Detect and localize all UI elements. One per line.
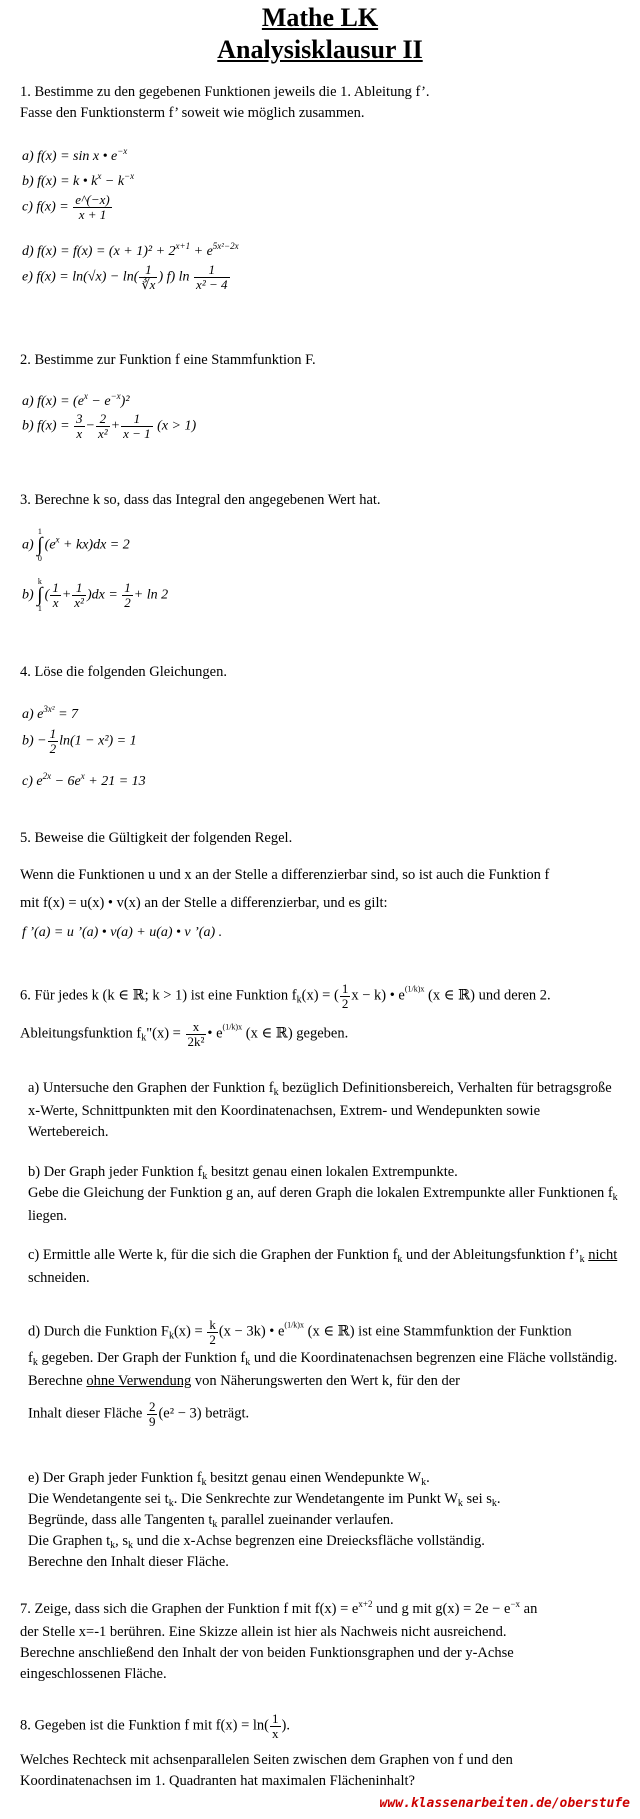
task6-c: c) Ermittle alle Werte k, für die sich die Graphen der Funktion $f_k$ und der Ableitungsfunktion $f’_k$ nicht schneiden.: [28, 1247, 618, 1286]
task3-a: a) 1 ∫ 0 $(e^x + kx)dx = 2$: [22, 527, 130, 563]
task6-e5: Berechne den Inhalt dieser Fläche.: [28, 1554, 229, 1570]
task6-e3: Begründe, dass alle Tangenten $t_k$ parallel zueinander verlaufen.: [28, 1512, 394, 1530]
task8-line2: Welches Rechteck mit achsenparallelen Seiten zwischen dem Graphen von f und den: [20, 1752, 513, 1768]
task4-c: c) $e^{2x} - 6e^x + 21 = 13$: [22, 771, 146, 789]
title-line-1: Mathe LK: [261, 3, 379, 32]
task4-a: a) $e^{3x^2} = 7$: [22, 704, 79, 722]
task1-d: d) $f(x) = f(x) = (x + 1)^2 + 2^{x+1} + e^{5x^2-2x}$: [22, 241, 239, 259]
task1-a: a) f(x) = sin x • $e^{-x}$: [22, 146, 128, 164]
task1-line1: 1. Bestimme zu den gegebenen Funktionen jeweils die 1. Ableitung f’.: [20, 84, 430, 100]
task2-a: a) $f(x) = (e^x - e^{-x})^2$: [22, 391, 130, 409]
task6-e4: Die Graphen $t_k$, $s_k$ und die x-Achse begrenzen eine Dreiecksfläche vollständig.: [28, 1533, 485, 1551]
task2-b: b) f(x) = $\frac{3}{x}$ − $\frac{2}{\text{x²}}$ + $\frac{1}{x - 1}$ (x > 1): [22, 411, 197, 441]
task6-intro-1: 6. Für jedes k (k ∈ ℝ; k > 1) ist eine Funktion $f_k(x)$ = ( $\frac{1}{2}$ x − k) • $e^{(1/k)x}$ (x ∈ ℝ) und deren 2.: [20, 981, 551, 1011]
task3-b: b) k ∫ 1 ( $\frac{1}{x}$ + $\frac{1}{\text{x²}}$ )dx = $\frac{1}{2}$ + ln 2: [22, 577, 169, 613]
task7-line3: Berechne anschließend den Inhalt der von beiden Funktionsgraphen und der y-Achse: [20, 1645, 514, 1661]
task5-rule: f ’(a) = u ’(a) • v(a) + u(a) • v ’(a) .: [22, 925, 223, 940]
task2-line1: 2. Bestimme zur Funktion f eine Stammfunktion F.: [20, 352, 316, 368]
task7-line4: eingeschlossenen Fläche.: [20, 1666, 167, 1682]
task6-e2: Die Wendetangente sei $t_k$. Die Senkrechte zur Wendetangente im Punkt $W_k$ sei $s_k$.: [28, 1491, 501, 1509]
task3-line1: 3. Berechne k so, dass das Integral den angegebenen Wert hat.: [20, 492, 381, 508]
task1-b: b) f(x) = k • $k^x - k^{-x}$: [22, 171, 135, 189]
task8-line1: 8. Gegeben ist die Funktion f mit f(x) = ln( $\frac{1}{x}$ ).: [20, 1711, 290, 1741]
task6-d2: $f_k$ gegeben. Der Graph der Funktion $f_k$ und die Koordinatenachsen begrenzen eine Fläche vollständig. Berechne ohne Verwendung von Näherungswerten den Wert k, für den der: [28, 1350, 618, 1389]
footer-url-link[interactable]: www.klassenarbeiten.de/oberstufe: [379, 1796, 630, 1811]
task6-e1: e) Der Graph jeder Funktion $f_k$ besitzt genau einen Wendepunkte $W_k$.: [28, 1470, 430, 1488]
task6-b2: Gebe die Gleichung der Funktion g an, auf deren Graph die lokalen Extrempunkte aller Funktionen $f_k$ liegen.: [28, 1185, 618, 1224]
task6-d4: Inhalt dieser Fläche $\frac{2}{9}$ (e² − 3) beträgt.: [28, 1399, 250, 1429]
task1-line2: Fasse den Funktionsterm f’ soweit wie möglich zusammen.: [20, 105, 365, 121]
task5-line1: 5. Beweise die Gültigkeit der folgenden Regel.: [20, 830, 293, 846]
task1-e: e) f(x) = ln(√x) − ln( $\frac{1}{∛x}$ ) f) ln $\frac{1}{\text{x² − 4}}$: [22, 262, 228, 292]
task6-a: a) Untersuche den Graphen der Funktion $f_k$ bezüglich Definitionsbereich, Verhalten für betragsgroße x-Werte, Schnittpunkten mit den Koordinatenachsen, Extrem- und Wendepunkten sowie Wertebereich.: [28, 1080, 612, 1140]
task1-c: c) f(x) = $\frac{e\^{}(-x)}{x + 1}$: [22, 192, 110, 222]
task8-line3: Koordinatenachsen im 1. Quadranten hat maximalen Flächeninhalt?: [20, 1773, 415, 1789]
task6-b1: b) Der Graph jeder Funktion $f_k$ besitzt genau einen lokalen Extrempunkte.: [28, 1164, 458, 1182]
task6-intro-2: Ableitungsfunktion $f_k"(x)$ = $\frac{x}{\text{2k²}}$ • $e^{(1/k)x}$ (x ∈ ℝ) gegeben.: [20, 1019, 349, 1049]
task7-line1: 7. Zeige, dass sich die Graphen der Funktion f mit $f(x) = e^{x+2}$ und g mit $g(x) = 2e - e^{-x}$ an: [20, 1599, 538, 1617]
task7-line2: der Stelle x=-1 berühren. Eine Skizze allein ist hier als Nachweis nicht ausreichend.: [20, 1624, 507, 1640]
task5-line2: Wenn die Funktionen u und x an der Stelle a differenzierbar sind, so ist auch die Funktion f: [20, 867, 550, 883]
task4-b: b) − $\frac{1}{2}$ ln(1 − x²) = 1: [22, 726, 137, 756]
title-line-2: Analysisklausur II: [217, 35, 423, 64]
task5-line3: mit f(x) = u(x) • v(x) an der Stelle a differenzierbar, und es gilt:: [20, 895, 388, 911]
task6-d1: d) Durch die Funktion $F_k(x)$ = $\frac{k}{2}$ (x − 3k) • $e^{(1/k)x}$ (x ∈ ℝ) ist eine Stammfunktion der Funktion: [28, 1317, 572, 1347]
task4-line1: 4. Löse die folgenden Gleichungen.: [20, 664, 227, 680]
